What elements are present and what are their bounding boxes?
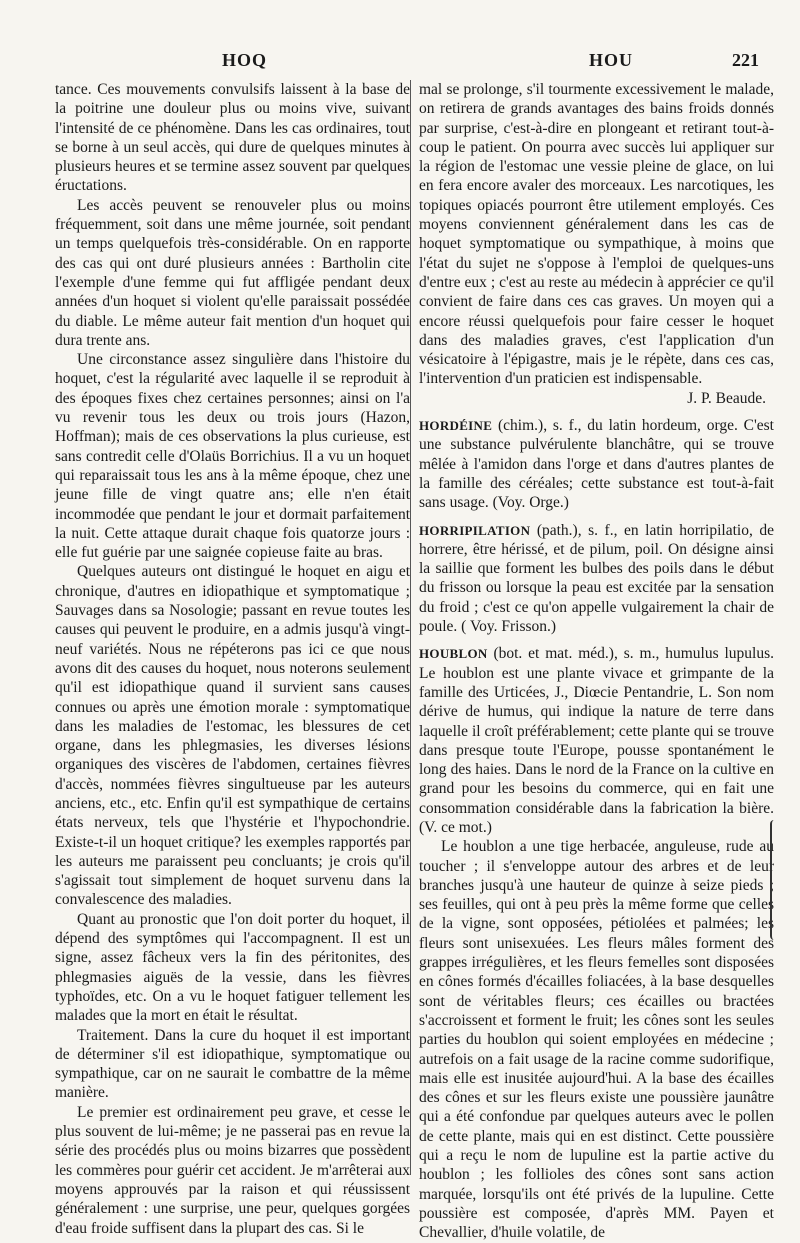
running-header (0, 50, 800, 80)
left-column (55, 80, 410, 1238)
paragraph: Le premier est ordinairement peu grave, et cesse le plus souvent de lui-même; je ne passerai pas en revue la série des procédés plus ou moins bizarres que possèdent les commères pour guérir cet accident. Je m'arrêterai aux moyens approuvés par la raison et qui réussissent généralement : une surprise, une peur, quelques gorgées d'eau froide suffisent dans la plupart des cas. Si le (55, 1103, 410, 1237)
author-signature: J. P. Beaude. (687, 389, 766, 407)
header-left-guide-word: HOQ (222, 50, 268, 70)
paragraph: Les accès peuvent se renouveler plus ou moins fréquemment, soit dans une même journée, soit pendant un temps quelquefois très-considérable. On en rapporte des cas qui ont duré plusieurs années : Bartholin cite l'exemple d'une femme qui fut affligée pendant deux années d'un hoquet si violent qu'elle paraissait possédée du diable. Le même auteur fait mention d'un hoquet qui dura trente ans. (55, 196, 410, 349)
paragraph: Quant au pronostic que l'on doit porter du hoquet, il dépend des symptômes qui l'accompagnent. Il est un signe, assez fâcheux vers la fin des péritonites, des phlegmasies aiguës de la vessie, dans les fièvres typhoïdes, etc. On a vu le hoquet fatiguer tellement les malades que la mort en était le résultat. (55, 910, 410, 1025)
page-number: 221 (732, 50, 759, 70)
header-right-guide-word: HOU (589, 50, 634, 70)
entry-body: (chim.), s. f., du latin hordeum, orge. C'est une substance pulvérulente blanchâtre, qui se trouve mêlée à l'amidon dans l'orge et dans d'autres plantes de la famille des céréales; cette substance est tout-à-fait sans usage. (Voy. Orge.) (419, 417, 774, 512)
paragraph: Une circonstance assez singulière dans l'histoire du hoquet, c'est la régularité avec laquelle il se reproduit à des époques fixes chez certaines personnes; ainsi on l'a vu revenir tous les deux ou trois jours (Hazon, Hoffman); mais de ces observations la plus curieuse, est sans contredit celle d'Olaüs Borrichius. Il a vu un hoquet qui reparaissait tous les ans à la même époque, chez une jeune fille de vingt quatre ans; elle n'en était incommodée que pendant le jour et dormait parfaitement la nuit. Cette attaque durait chaque fois quatorze jours : elle fut guérie par une saignée copieuse faite au bras. (55, 351, 410, 562)
entry-body: (path.), s. f., en latin horripilatio, de horrere, être hérissé, et de pilum, poil. On désigne ainsi la saillie que forment les bulbes des poils dans le début du frisson ou lorsque la peau est excitée par la sensation du froid ; c'est ce qu'on appelle vulgairement la chair de poule. ( Voy. Frisson.) (419, 521, 774, 636)
paragraph: Quelques auteurs ont distingué le hoquet en aigu et chronique, d'autres en idiopathique et symptomatique ; Sauvages dans sa Nosologie; passant en revue toutes les causes qui peuvent le produire, en a admis jusqu'à vingt-neuf variétés. Nous ne répéterons pas ici ce que nous avons dit des causes du hoquet, nous noterons seulement qu'il est idiopathique quand il survient sans causes connues ou après une émotion morale : symptomatique dans les maladies de l'estomac, les blessures de cet organe, dans les phlegmasies, les diverses lésions organiques des viscères de l'abdomen, certaines fièvres d'accès, nommées fièvres singultueuse par les auteurs anciens, etc., etc. Enfin qu'il est sympathique de certains états nerveux, tels que l'hystérie et l'hypochondrie. Existe-t-il un hoquet critique? les exemples rapportés par les auteurs me paraissent peu concluants; je crois qu'il s'agissait tout simplement de hoquet survenu dans la convalescence des maladies. (55, 563, 410, 909)
entry-body: (bot. et mat. méd.), s. m., humulus lupulus. Le houblon est une plante vivace et grimpante de la famille des Urticées, J., Diœcie Pentandrie, L. Son nom dérive de humus, qui indique la nature de terre dans laquelle il croît préférablement; cette plante qui se trouve dans presque toute l'Europe, pousse spontanément le long des haies. Dans le nord de la France on la cultive en grand pour les besoins du commerce, qui en fait une consommation considérable dans la fabrication la bière. (V. ce mot.) (419, 645, 774, 836)
paragraph: Le houblon a une tige herbacée, anguleuse, rude au toucher ; il s'enveloppe autour des arbres et de leur branches jusqu'à une hauteur de quinze à seize pieds ; ses feuilles, qui ont à peu près la même forme que celles de la vigne, sont opposées, pétiolées et palmées; les fleurs sont unisexuées. Les fleurs mâles forment des grappes irrégulières, et les fleurs femelles sont disposées en cônes formés d'écailles foliacées, à la base desquelles sont de véritables fleurs; ces écailles ou bractées s'accroissent et forment le fruit; les cônes sont les seules parties du houblon qui soient employées en médecine ; autrefois on a fait usage de la racine comme sudorifique, mais elle est inusitée aujourd'hui. A la base des écailles des cônes et sur les fleurs existe une poussière jaunâtre qui a été confondue par quelques auteurs avec le pollen de cette plante, mais qui en est distinct. Cette poussière qui a reçu le nom de lupuline est la partie active du houblon ; les follioles des cônes sont sans action marquée, lorsqu'ils ont été privés de la lupuline. Cette poussière est composée, d'après MM. Payen et Chevallier, d'huile volatile, de (419, 838, 774, 1242)
margin-annotation-mark (770, 820, 780, 940)
column-divider (410, 80, 411, 1175)
entry-headword: HOUBLON (419, 646, 488, 662)
dictionary-entry (419, 644, 774, 837)
right-column (419, 80, 774, 1243)
entry-headword: HORDÉINE (419, 418, 493, 434)
paragraph: mal se prolonge, s'il tourmente excessivement le malade, on retirera de grands avantages des bains froids donnés par surprise, c'est-à-dire en plongeant et retirant tout-à-coup le patient. On pourra avec succès lui appliquer sur la région de l'estomac une vessie pleine de glace, on lui en fera encore avaler des morceaux. Les narcotiques, les topiques opiacés pourront être utilement employés. Ces moyens conviennent généralement dans les cas de hoquet symptomatique ou sympathique, à moins que l'état du sujet ne s'oppose à l'emploi de quelques-uns d'entre eux ; c'est au reste au médecin à apprécier ce qu'il convient de faire dans ces cas graves. Un moyen qui a encore réussi quelquefois pour faire cesser le hoquet dans des maladies graves, c'est l'application d'un vésicatoire à l'épigastre, mais je le répète, dans ces cas, l'intervention d'un praticien est indispensable. (419, 81, 774, 388)
dictionary-entry (419, 521, 774, 637)
paragraph: tance. Ces mouvements convulsifs laissent à la base de la poitrine une douleur plus ou moins vive, suivant l'intensité de ce phénomène. Dans les cas ordinaires, tout se borne à un seul accès, qui dure de quelques minutes à plusieurs heures et se termine assez souvent par quelques éructations. (55, 81, 410, 195)
entry-headword: HORRIPILATION (419, 522, 531, 538)
dictionary-entry (419, 416, 774, 512)
paragraph: Traitement. Dans la cure du hoquet il est important de déterminer s'il est idiopathique, symptomatique ou sympathique, car on ne saurait le combattre de la même manière. (55, 1026, 410, 1102)
